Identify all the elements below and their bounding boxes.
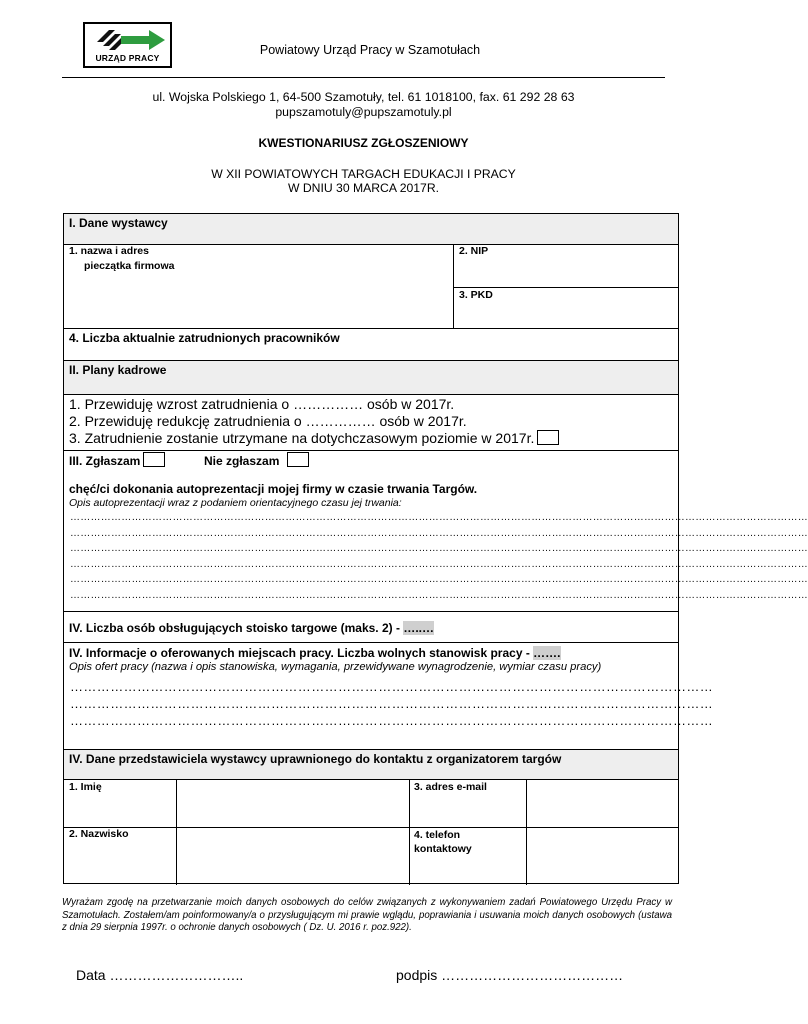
questionnaire-form xyxy=(63,213,808,884)
email-label: 3. adres e-mail xyxy=(414,781,487,793)
dotted-line[interactable]: ……………………………………………………………………………………………………………………………… xyxy=(70,696,714,711)
section2-heading: II. Plany kadrowe xyxy=(69,363,167,377)
section1-heading: I. Dane wystawcy xyxy=(69,216,168,230)
logo-arrow-icon xyxy=(91,28,167,52)
date-field[interactable]: Data ……………………….. xyxy=(76,967,244,983)
address-block xyxy=(62,90,665,120)
phone-label-line2: kontaktowy xyxy=(414,843,472,855)
company-stamp-label: pieczątka firmowa xyxy=(84,260,175,272)
job-offers-value[interactable]: ……. xyxy=(533,646,561,660)
signature-field[interactable]: podpis ………………………………… xyxy=(396,967,624,983)
pkd-label: 3. PKD xyxy=(459,289,493,301)
dotted-line[interactable]: ……………………………………………………………………………………………………………………………………………………………………………………………… xyxy=(70,558,808,570)
job-offers-label: IV. Informacje o oferowanych miejscach pracy. Liczba wolnych stanowisk pracy - xyxy=(69,646,534,660)
organization-name: Powiatowy Urząd Pracy w Szamotułach xyxy=(259,43,481,57)
plan-maintain-checkbox[interactable] xyxy=(537,430,559,445)
plan-maintain-text: 3. Zatrudnienie zostanie utrzymane na dotychczasowym poziomie w 2017r. xyxy=(69,430,535,446)
dotted-line[interactable]: ……………………………………………………………………………………………………………………………… xyxy=(70,713,714,728)
first-name-label: 1. Imię xyxy=(69,781,102,793)
nip-label: 2. NIP xyxy=(459,245,489,257)
subtitle-line-1: W XII POWIATOWYCH TARGACH EDUKACJI I PRACY xyxy=(211,167,516,181)
phone-field[interactable] xyxy=(527,828,679,884)
booth-staff-value[interactable]: …..… xyxy=(403,621,434,635)
plan-reduction: 2. Przewiduję redukcję zatrudnienia o …………… osób w 2017r. xyxy=(69,413,467,429)
address-line: ul. Wojska Polskiego 1, 64-500 Szamotuły, tel. 61 1018100, fax. 61 292 28 63 xyxy=(152,90,575,104)
apply-option xyxy=(69,452,165,468)
plan-growth: 1. Przewiduję wzrost zatrudnienia o …………… osób w 2017r. xyxy=(69,396,455,412)
subtitle-line-2: W DNIU 30 MARCA 2017R. xyxy=(287,181,440,195)
logo-text: URZĄD PRACY xyxy=(95,53,160,63)
dotted-line[interactable]: ……………………………………………………………………………………………………………………………… xyxy=(70,679,714,694)
dotted-line[interactable]: ……………………………………………………………………………………………………………………………………………………………………………………………… xyxy=(70,574,808,585)
dotted-line[interactable]: ……………………………………………………………………………………………………………………………………………………………………………………………… xyxy=(70,512,808,523)
last-name-label: 2. Nazwisko xyxy=(69,828,129,840)
apply-checkbox[interactable] xyxy=(143,452,165,467)
booth-staff-row xyxy=(69,621,434,635)
form-subtitle xyxy=(62,167,665,195)
consent-text: Wyrażam zgodę na przetwarzanie moich danych osobowych do celów związanych z wykonywaniem zadań Powiatowego Urzędu Pracy w Szamotułach. Zostałem/am poinformowany/a o przysługującym mi prawie wglądu, poprawiania i usuwania moich danych osobowych (ustawa z dnia 29 sierpnia 1997r. o ochronie danych osobowych ( Dz. U. 2016 r. poz.922). xyxy=(62,897,672,933)
last-name-field[interactable] xyxy=(177,828,409,884)
dotted-line[interactable]: ……………………………………………………………………………………………………………………………………………………………………………………………… xyxy=(70,527,808,539)
not-apply-option xyxy=(204,452,309,468)
self-presentation-hint: Opis autoprezentacji wraz z podaniem orientacyjnego czasu jej trwania: xyxy=(69,497,402,509)
email-line: pupszamotuly@pupszamotuly.pl xyxy=(275,105,452,119)
not-apply-label: Nie zgłaszam xyxy=(204,454,280,468)
job-offers-row xyxy=(69,646,561,660)
employees-label: 4. Liczba aktualnie zatrudnionych pracowników xyxy=(69,331,340,345)
not-apply-checkbox[interactable] xyxy=(287,452,309,467)
apply-label: III. Zgłaszam xyxy=(69,454,141,468)
form-title: KWESTIONARIUSZ ZGŁOSZENIOWY xyxy=(258,136,469,150)
dotted-line[interactable]: ……………………………………………………………………………………………………………………………………………………………………………………………… xyxy=(70,543,808,554)
phone-label xyxy=(414,828,472,856)
dotted-line[interactable]: ……………………………………………………………………………………………………………………………………………………………………………………………… xyxy=(70,589,808,601)
self-presentation-text: chęć/ci dokonania autoprezentacji mojej firmy w czasie trwania Targów. xyxy=(69,482,478,496)
phone-label-line1: 4. telefon xyxy=(414,829,461,841)
header-divider xyxy=(62,77,665,78)
contact-section-heading: IV. Dane przedstawiciela wystawcy uprawnionego do kontaktu z organizatorem targów xyxy=(69,752,562,766)
booth-staff-label: IV. Liczba osób obsługujących stoisko targowe (maks. 2) - xyxy=(69,621,404,635)
logo xyxy=(83,22,172,68)
job-offers-hint: Opis ofert pracy (nazwa i opis stanowiska, wymagania, przewidywane wynagrodzenie, wymiar czasu pracy) xyxy=(69,661,602,673)
plan-maintain xyxy=(69,430,559,446)
company-name-label: 1. nazwa i adres xyxy=(69,245,149,257)
first-name-field[interactable] xyxy=(177,780,409,827)
email-field[interactable] xyxy=(527,780,679,827)
